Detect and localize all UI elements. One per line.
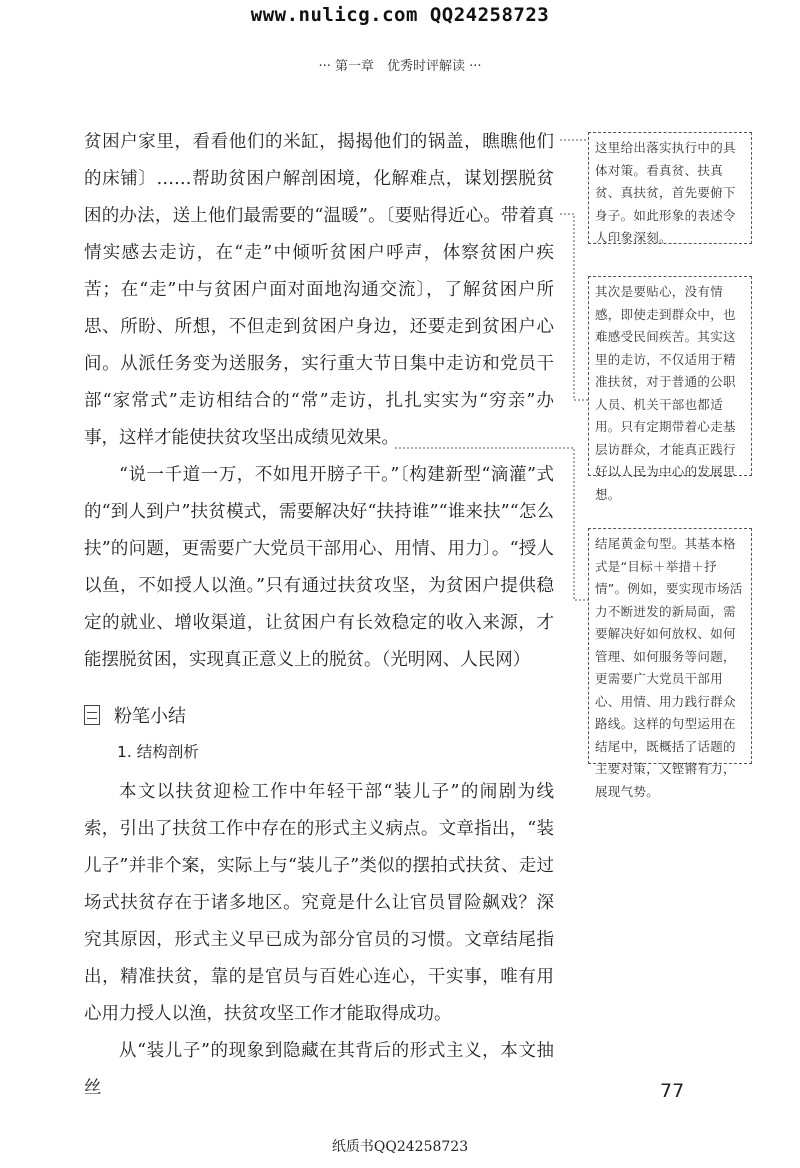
section-heading — [84, 702, 186, 728]
footer-watermark: 纸质书QQ24258723 — [331, 1139, 469, 1155]
body-paragraph: 贫困户家里，看看他们的米缸，揭揭他们的锅盖，瞧瞧他们的床铺〕……帮助贫困户解剖困境，化解难点，谋划摆脱贫困的办法，送上他们最需要的“温暖”。〔要贴得近心。带着真情实感去走访，在“走”中倾听贫困户呼声，体察贫困户疾苦；在“走”中与贫困户面对面地沟通交流〕，了解贫困户所思、所盼、所想，不但走到贫困户身边，还要走到贫困户心间。从派任务变为送服务，实行重大节日集中走访和党员干部“家常式”走访相结合的“常”走访，扎扎实实为“穷亲”办事，这样才能使扶贫攻坚出成绩见效果。 — [84, 132, 554, 448]
section-heading-label: 粉笔小结 — [114, 706, 186, 727]
margin-note: 这里给出落实执行中的具体对策。看真贫、扶真贫、真扶贫，首先要俯下身子。如此形象的表述令人印象深刻。 — [588, 132, 752, 244]
page-number: 77 — [660, 1080, 685, 1102]
subsection-heading: 1. 结构剖析 — [117, 743, 199, 761]
site-watermark-header: www.nulicg.com QQ24258723 — [250, 4, 550, 26]
margin-note: 结尾黄金句型。其基本格式是“目标＋举措＋抒情”。例如，要实现市场活力不断迸发的新局面，需要解决好如何放权、如何管理、如何服务等问题，更需要广大党员干部用心、用情、用力践行群众路线。这样的句型运用在结尾中，既概括了话题的主要对策，又铿锵有力，展现气势。 — [588, 528, 752, 764]
connector-line-2 — [560, 214, 588, 400]
summary-paragraph: 从“装儿子”的现象到隐藏在其背后的形式主义，本文抽丝 — [84, 1041, 554, 1098]
summary-body-text — [84, 774, 554, 1107]
chapter-running-header: ··· 第一章 优秀时评解读 ··· — [318, 59, 482, 74]
margin-note: 其次是要贴心，没有情感，即使走到群众中，也难感受民间疾苦。其实这里的走访，不仅适用于精准扶贫，对于普通的公职人员、机关干部也都适用。只有定期带着心走基层访群众，才能真正践行好以人民为中心的发展思想。 — [588, 276, 752, 476]
notebook-icon — [84, 705, 100, 725]
summary-paragraph: 本文以扶贫迎检工作中年轻干部“装儿子”的闹剧为线索，引出了扶贫工作中存在的形式主义病点。文章指出，“装儿子”并非个案，实际上与“装儿子”类似的摆拍式扶贫、走过场式扶贫存在于诸多地区。究竟是什么让官员冒险飙戏？深究其原因，形式主义早已成为部分官员的习惯。文章结尾指出，精准扶贫，靠的是官员与百姓心连心，干实事，唯有用心用力授人以渔，扶贫攻坚工作才能取得成功。 — [84, 782, 554, 1024]
body-paragraph: “说一千道一万，不如甩开膀子干。”〔构建新型“滴灌”式的“到人到户”扶贫模式，需要解决好“扶持谁”“谁来扶”“怎么扶”的问题，更需要广大党员干部用心、用情、用力〕。“授人以鱼，不如授人以渔。”只有通过扶贫攻坚，为贫困户提供稳定的就业、增收渠道，让贫困户有长效稳定的收入来源，才能摆脱贫困，实现真正意义上的脱贫。（光明网、人民网） — [84, 465, 554, 670]
main-body-text — [84, 124, 554, 679]
